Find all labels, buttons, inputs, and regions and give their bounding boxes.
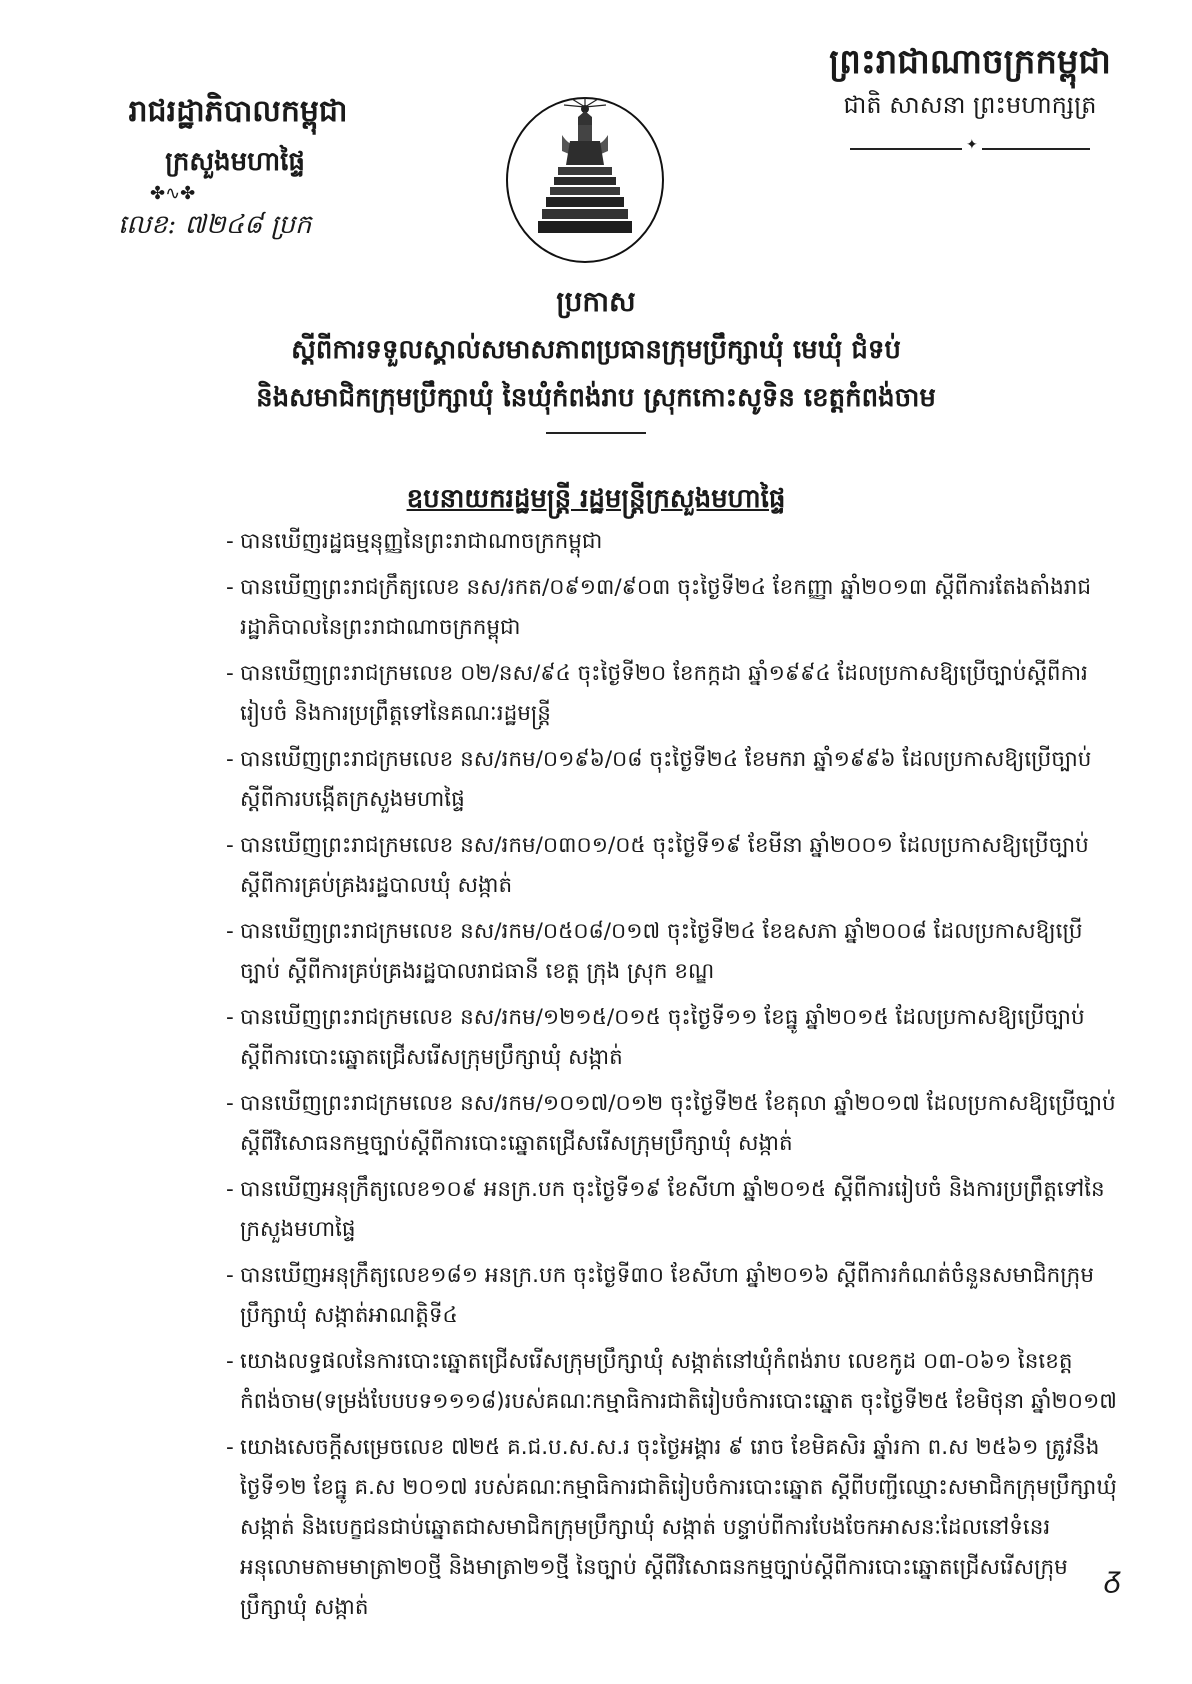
preamble-clause: - បានឃើញព្រះរាជក្រមលេខ ០២/នស/៩៤ ចុះថ្ងៃទី២០ ខែកក្កដា ឆ្នាំ១៩៩៤ ដែលប្រកាសឱ្យប្រើច្បាប់ស្ដីពីការរៀបចំ និងការប្រព្រឹត្តទៅនៃគណៈរដ្ឋមន្ត្រី xyxy=(226,661,1088,726)
reference-number: លេខ: ៧២៤៨ ប្រក xyxy=(118,210,312,240)
issuing-authority: ឧបនាយករដ្ឋមន្ត្រី រដ្ឋមន្ត្រីក្រសួងមហាផ្ទៃ xyxy=(406,484,786,514)
preamble-clauses xyxy=(226,522,1120,1634)
preamble-clause: - បានឃើញព្រះរាជក្រមលេខ នស/រកម/០៣០១/០៥ ចុះថ្ងៃទី១៩ ខែមីនា ឆ្នាំ២០០១ ដែលប្រកាសឱ្យប្រើច្បាប់ ស្ដីពីការគ្រប់គ្រងរដ្ឋបាលឃុំ សង្កាត់ xyxy=(226,833,1089,898)
clause-text: បានឃើញព្រះរាជក្រឹត្យលេខ នស/រកត/០៩១៣/៩០៣ ចុះថ្ងៃទី២៤ ខែកញ្ញា ឆ្នាំ២០១៣ ស្ដីពីការតែងតាំងរាជរដ្ឋាភិបាលនៃព្រះរាជាណាចក្រកម្ពុជា xyxy=(240,575,1092,640)
clause-text: បានឃើញព្រះរាជក្រមលេខ នស/រកម/១២១៥/០១៥ ចុះថ្ងៃទី១១ ខែធ្នូ ឆ្នាំ២០១៥ ដែលប្រកាសឱ្យប្រើច្បាប់ ស្ដីពីការបោះឆ្នោតជ្រើសរើសក្រុមប្រឹក្សាឃុំ សង្កាត់ xyxy=(240,1005,1085,1070)
national-motto: ជាតិ សាសនា ព្រះមហាក្សត្រ xyxy=(843,91,1097,119)
cambodia-royal-emblem-icon xyxy=(500,95,670,265)
preamble-clause: - បានឃើញព្រះរាជក្រមលេខ នស/រកម/០៥០៨/០១៧ ចុះថ្ងៃទី២៤ ខែឧសភា ឆ្នាំ២០០៨ ដែលប្រកាសឱ្យប្រើច្បាប់ ស្ដីពីការគ្រប់គ្រងរដ្ឋបាលរាជធានី ខេត្ត ក្រុង ស្រុក ខណ្ឌ xyxy=(226,919,1083,984)
subject-line-1: ស្ដីពីការទទួលស្គាល់សមាសភាពប្រធានក្រុមប្រឹក្សាឃុំ មេឃុំ ជំទប់ xyxy=(291,335,901,365)
clause-text: បានឃើញព្រះរាជក្រមលេខ នស/រកម/០៣០១/០៥ ចុះថ្ងៃទី១៩ ខែមីនា ឆ្នាំ២០០១ ដែលប្រកាសឱ្យប្រើច្បាប់ ស្ដីពីការគ្រប់គ្រងរដ្ឋបាលឃុំ សង្កាត់ xyxy=(240,833,1089,898)
motto-divider xyxy=(850,148,1090,150)
clause-text: បានឃើញរដ្ឋធម្មនុញ្ញនៃព្រះរាជាណាចក្រកម្ពុជា xyxy=(240,529,603,554)
clause-text: បានឃើញអនុក្រឹត្យលេខ១០៩ អនក្រ.បក ចុះថ្ងៃទី១៩ ខែសីហា ឆ្នាំ២០១៥ ស្ដីពីការរៀបចំ និងការប្រព្រឹត្តទៅនៃក្រសួងមហាផ្ទៃ xyxy=(240,1177,1105,1242)
preamble-clause: - បានឃើញព្រះរាជក្រមលេខ នស/រកម/១០១៧/០១២ ចុះថ្ងៃទី២៥ ខែតុលា ឆ្នាំ២០១៧ ដែលប្រកាសឱ្យប្រើច្បាប់ ស្ដីពីវិសោធនកម្មច្បាប់ស្ដីពីការបោះឆ្នោតជ្រើសរើសក្រុមប្រឹក្សាឃុំ សង្កាត់ xyxy=(226,1091,1116,1156)
subject-line-2: និងសមាជិកក្រុមប្រឹក្សាឃុំ នៃឃុំកំពង់រាប ស្រុកកោះសូទិន ខេត្តកំពង់ចាម xyxy=(256,383,936,413)
clause-text: បានឃើញអនុក្រឹត្យលេខ១៨១ អនក្រ.បក ចុះថ្ងៃទី៣០ ខែសីហា ឆ្នាំ២០១៦ ស្ដីពីការកំណត់ចំនួនសមាជិកក្រុមប្រឹក្សាឃុំ សង្កាត់អាណត្តិទី៤ xyxy=(240,1263,1094,1328)
preamble-clause: - យោងសេចក្ដីសម្រេចលេខ ៧២៥ គ.ជ.ប.ស.ស.រ ចុះថ្ងៃអង្គារ ៩ រោច ខែមិគសិរ ឆ្នាំរកា ព.ស ២៥៦១ ត្រូវនឹងថ្ងៃទី១២ ខែធ្នូ គ.ស ២០១៧ របស់គណៈកម្មាធិការជាតិរៀបចំការបោះឆ្នោត ស្ដីពីបញ្ជីឈ្មោះសមាជិកក្រុមប្រឹក្សាឃុំ សង្កាត់ និងបេក្ខជនជាប់ឆ្នោតជាសមាជិកក្រុមប្រឹក្សាឃុំ សង្កាត់ បន្ទាប់ពីការបែងចែកអាសនៈដែលនៅទំនេរអនុលោមតាមមាត្រា២០ថ្មី និងមាត្រា២១ថ្មី នៃច្បាប់ ស្ដីពីវិសោធនកម្មច្បាប់ស្ដីពីការបោះឆ្នោតជ្រើសរើសក្រុមប្រឹក្សាឃុំ សង្កាត់ xyxy=(226,1435,1117,1620)
ornament-divider-icon: ✤∿✤ xyxy=(150,183,196,204)
clause-text: បានឃើញព្រះរាជក្រមលេខ នស/រកម/០៥០៨/០១៧ ចុះថ្ងៃទី២៤ ខែឧសភា ឆ្នាំ២០០៨ ដែលប្រកាសឱ្យប្រើច្បាប់ ស្ដីពីការគ្រប់គ្រងរដ្ឋបាលរាជធានី ខេត្ត ក្រុង ស្រុក ខណ្ឌ xyxy=(240,919,1083,984)
document-type: ប្រកាស xyxy=(556,285,636,318)
initials-mark: ᵹ xyxy=(1105,1560,1122,1595)
government-name: រាជរដ្ឋាភិបាលកម្ពុជា xyxy=(128,94,348,129)
preamble-clause: - បានឃើញអនុក្រឹត្យលេខ១០៩ អនក្រ.បក ចុះថ្ងៃទី១៩ ខែសីហា ឆ្នាំ២០១៥ ស្ដីពីការរៀបចំ និងការប្រព្រឹត្តទៅនៃក្រសួងមហាផ្ទៃ xyxy=(226,1177,1105,1242)
clause-text: បានឃើញព្រះរាជក្រមលេខ នស/រកម/០១៩៦/០៨ ចុះថ្ងៃទី២៤ ខែមករា ឆ្នាំ១៩៩៦ ដែលប្រកាសឱ្យប្រើច្បាប់ ស្ដីពីការបង្កើតក្រសួងមហាផ្ទៃ xyxy=(240,747,1092,812)
kingdom-title: ព្រះរាជាណាចក្រកម្ពុជា xyxy=(829,42,1111,82)
preamble-clause: - បានឃើញព្រះរាជក្រមលេខ នស/រកម/០១៩៦/០៨ ចុះថ្ងៃទី២៤ ខែមករា ឆ្នាំ១៩៩៦ ដែលប្រកាសឱ្យប្រើច្បាប់ ស្ដីពីការបង្កើតក្រសួងមហាផ្ទៃ xyxy=(226,747,1092,812)
preamble-clause: - យោងលទ្ធផលនៃការបោះឆ្នោតជ្រើសរើសក្រុមប្រឹក្សាឃុំ សង្កាត់នៅឃុំកំពង់រាប លេខកូដ ០៣-០៦១ នៃខេត្តកំពង់ចាម(ទម្រង់បែបបទ១១១៨)របស់គណៈកម្មាធិការជាតិរៀបចំការបោះឆ្នោត ចុះថ្ងៃទី២៥ ខែមិថុនា ឆ្នាំ២០១៧ xyxy=(226,1349,1117,1414)
preamble-clause: - បានឃើញអនុក្រឹត្យលេខ១៨១ អនក្រ.បក ចុះថ្ងៃទី៣០ ខែសីហា ឆ្នាំ២០១៦ ស្ដីពីការកំណត់ចំនួនសមាជិកក្រុមប្រឹក្សាឃុំ សង្កាត់អាណត្តិទី៤ xyxy=(226,1263,1094,1328)
clause-text: យោងសេចក្ដីសម្រេចលេខ ៧២៥ គ.ជ.ប.ស.ស.រ ចុះថ្ងៃអង្គារ ៩ រោច ខែមិគសិរ ឆ្នាំរកា ព.ស ២៥៦១ ត្រូវនឹងថ្ងៃទី១២ ខែធ្នូ គ.ស ២០១៧ របស់គណៈកម្មាធិការជាតិរៀបចំការបោះឆ្នោត ស្ដីពីបញ្ជីឈ្មោះសមាជិកក្រុមប្រឹក្សាឃុំ សង្កាត់ និងបេក្ខជនជាប់ឆ្នោតជាសមាជិកក្រុមប្រឹក្សាឃុំ សង្កាត់ បន្ទាប់ពីការបែងចែកអាសនៈដែលនៅទំនេរអនុលោមតាមមាត្រា២០ថ្មី និងមាត្រា២១ថ្មី នៃច្បាប់ ស្ដីពីវិសោធនកម្មច្បាប់ស្ដីពីការបោះឆ្នោតជ្រើសរើសក្រុមប្រឹក្សាឃុំ សង្កាត់ xyxy=(240,1435,1117,1620)
clause-text: បានឃើញព្រះរាជក្រមលេខ នស/រកម/១០១៧/០១២ ចុះថ្ងៃទី២៥ ខែតុលា ឆ្នាំ២០១៧ ដែលប្រកាសឱ្យប្រើច្បាប់ ស្ដីពីវិសោធនកម្មច្បាប់ស្ដីពីការបោះឆ្នោតជ្រើសរើសក្រុមប្រឹក្សាឃុំ សង្កាត់ xyxy=(240,1091,1116,1156)
title-divider xyxy=(546,432,646,434)
preamble-clause: - បានឃើញព្រះរាជក្រឹត្យលេខ នស/រកត/០៩១៣/៩០៣ ចុះថ្ងៃទី២៤ ខែកញ្ញា ឆ្នាំ២០១៣ ស្ដីពីការតែងតាំងរាជរដ្ឋាភិបាលនៃព្រះរាជាណាចក្រកម្ពុជា xyxy=(226,575,1092,640)
preamble-clause: - បានឃើញព្រះរាជក្រមលេខ នស/រកម/១២១៥/០១៥ ចុះថ្ងៃទី១១ ខែធ្នូ ឆ្នាំ២០១៥ ដែលប្រកាសឱ្យប្រើច្បាប់ ស្ដីពីការបោះឆ្នោតជ្រើសរើសក្រុមប្រឹក្សាឃុំ សង្កាត់ xyxy=(226,1005,1085,1070)
ministry-name: ក្រសួងមហាផ្ទៃ xyxy=(165,147,305,177)
clause-text: យោងលទ្ធផលនៃការបោះឆ្នោតជ្រើសរើសក្រុមប្រឹក្សាឃុំ សង្កាត់នៅឃុំកំពង់រាប លេខកូដ ០៣-០៦១ នៃខេត្តកំពង់ចាម(ទម្រង់បែបបទ១១១៨)របស់គណៈកម្មាធិការជាតិរៀបចំការបោះឆ្នោត ចុះថ្ងៃទី២៥ ខែមិថុនា ឆ្នាំ២០១៧ xyxy=(240,1349,1117,1414)
preamble-clause: - បានឃើញរដ្ឋធម្មនុញ្ញនៃព្រះរាជាណាចក្រកម្ពុជា xyxy=(226,529,603,554)
clause-text: បានឃើញព្រះរាជក្រមលេខ ០២/នស/៩៤ ចុះថ្ងៃទី២០ ខែកក្កដា ឆ្នាំ១៩៩៤ ដែលប្រកាសឱ្យប្រើច្បាប់ស្ដីពីការរៀបចំ និងការប្រព្រឹត្តទៅនៃគណៈរដ្ឋមន្ត្រី xyxy=(240,661,1088,726)
